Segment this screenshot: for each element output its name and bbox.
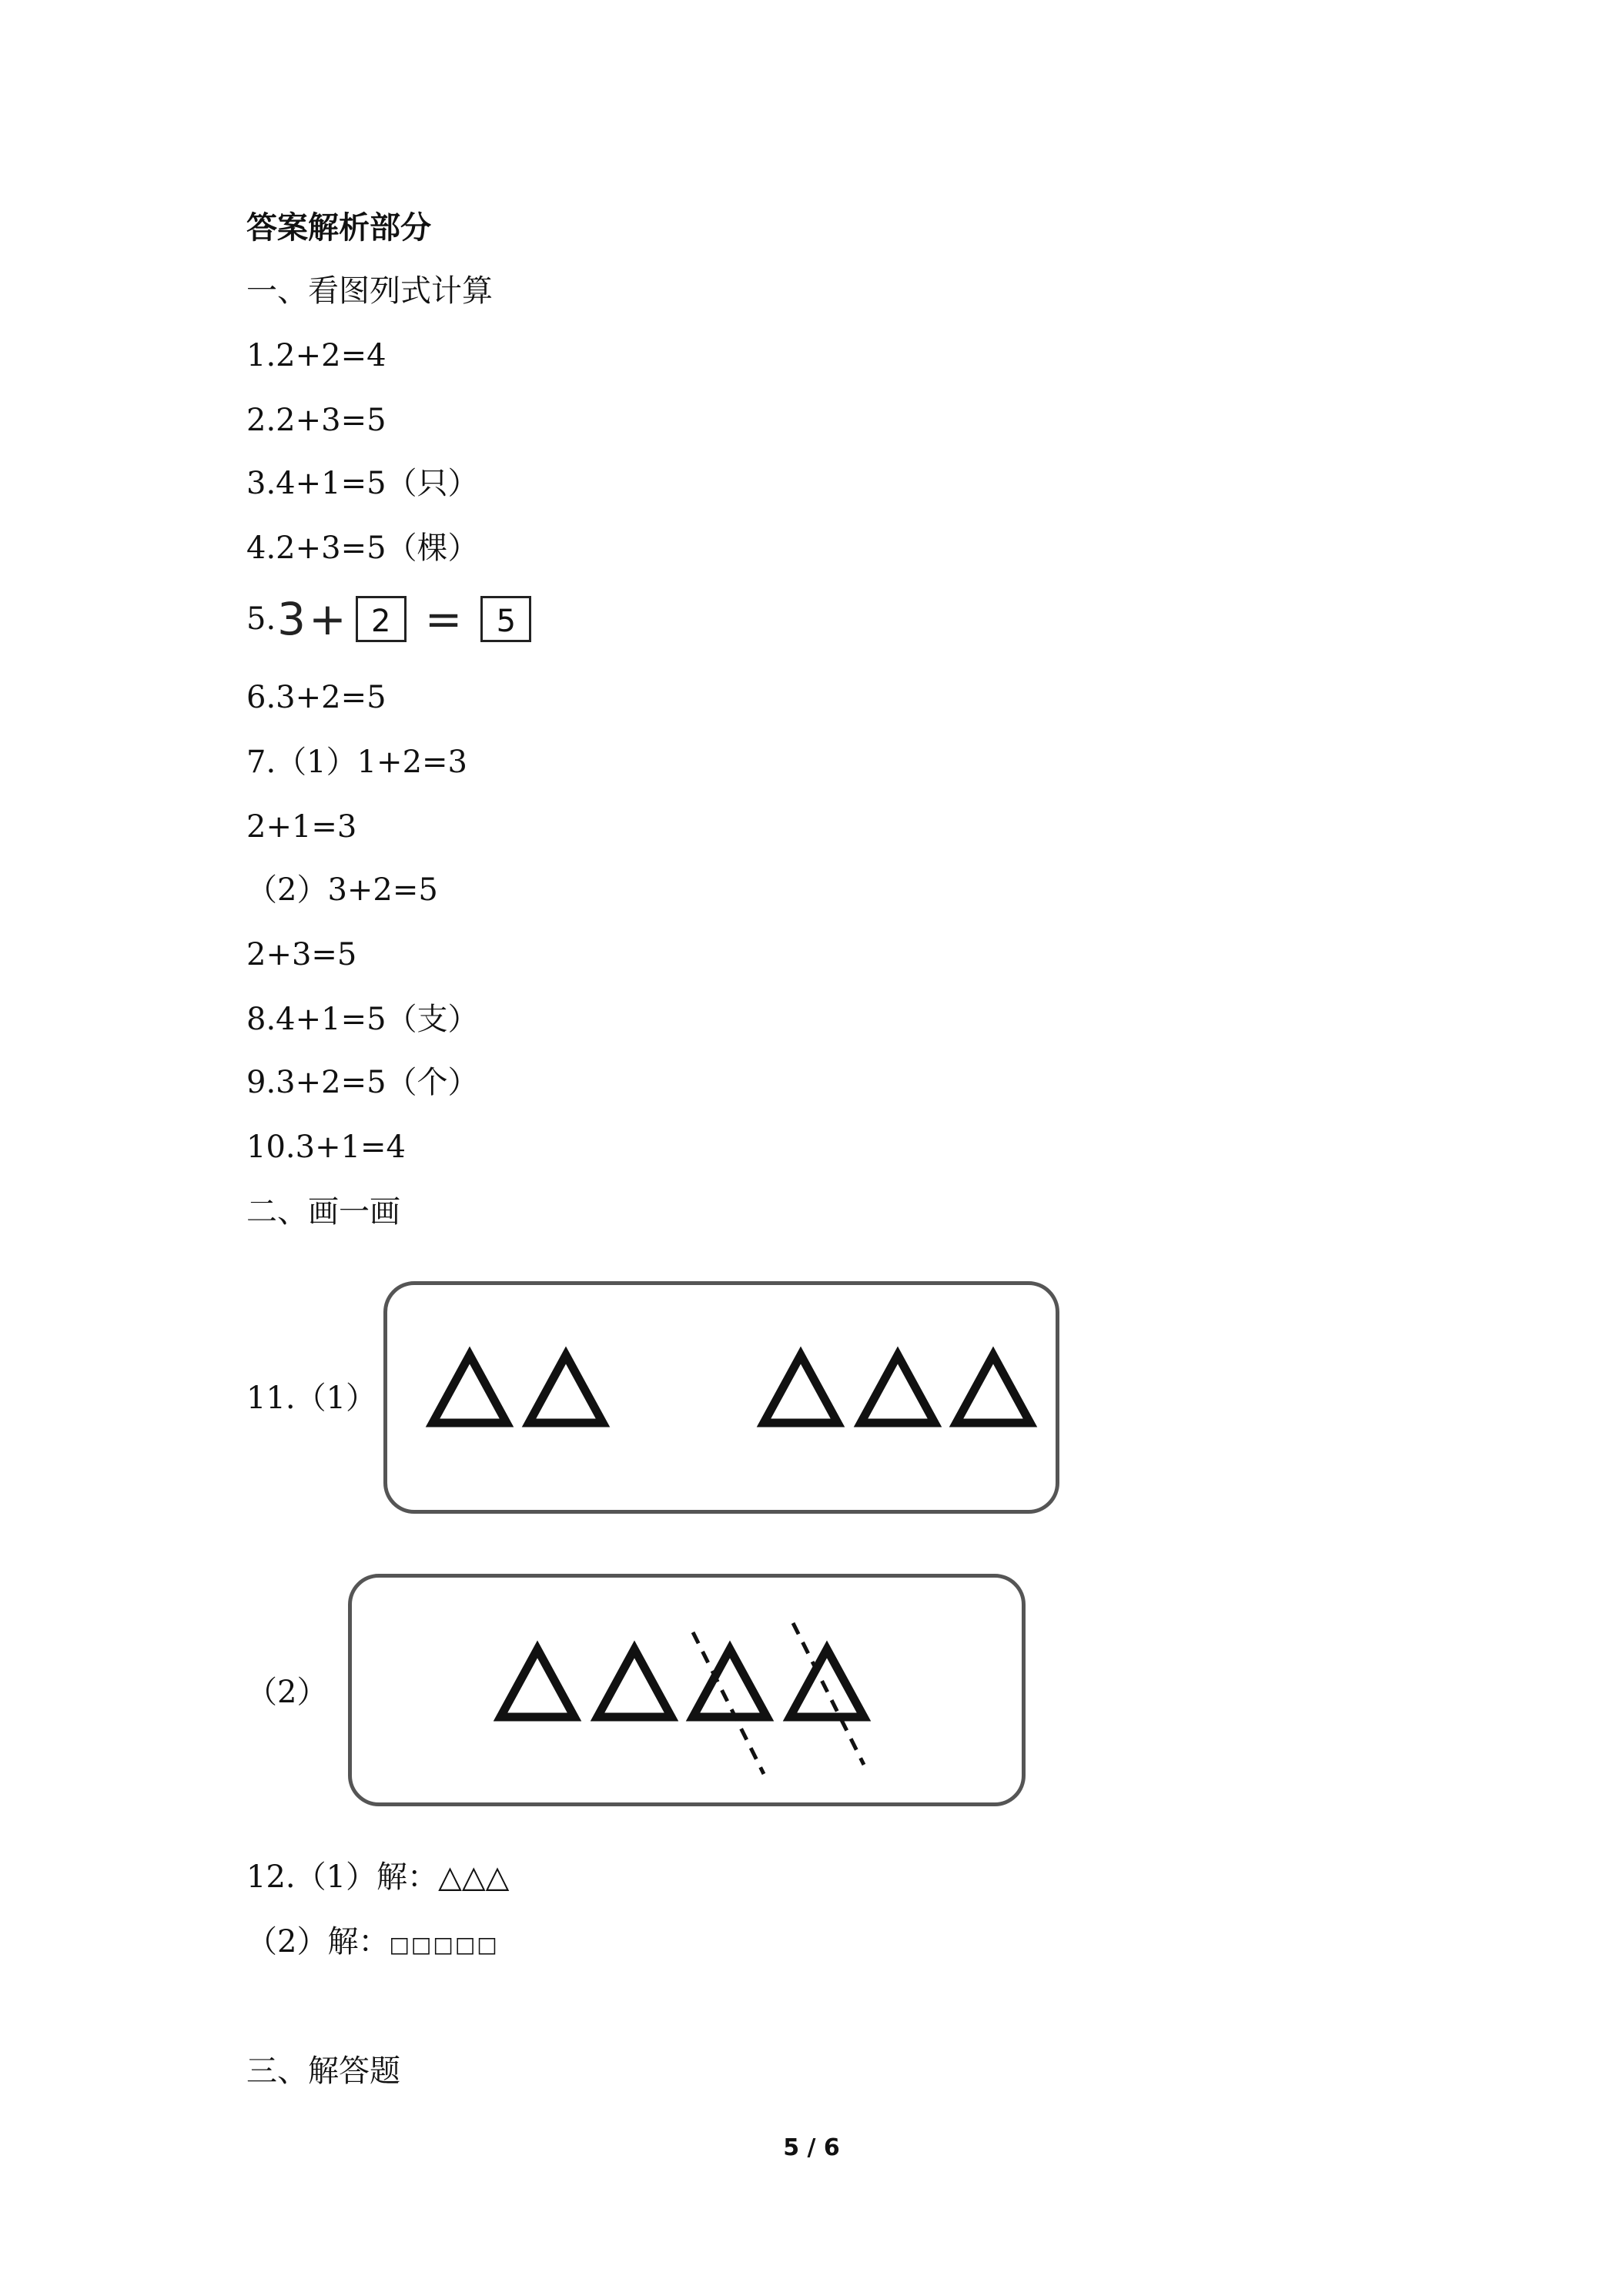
triangle-icon [693, 1649, 767, 1717]
answer-5-plus: + [309, 593, 346, 645]
answer-3: 3.4+1=5（只） [246, 466, 479, 501]
section-1-title: 一、看图列式计算 [246, 273, 493, 309]
answer-7-part-2-alt: 2+3=5 [246, 937, 357, 972]
answer-1: 1.2+2=4 [246, 338, 387, 373]
triangle-icon [790, 1649, 864, 1717]
triangle-icon [861, 1355, 935, 1423]
answer-6: 6.3+2=5 [246, 680, 387, 715]
answer-5-addend: 3 [277, 593, 306, 645]
answer-9: 9.3+2=5（个） [246, 1065, 479, 1100]
answer-5-equation [246, 593, 531, 645]
answer-2: 2.2+3=5 [246, 403, 387, 438]
answer-5-number: 5. [246, 601, 276, 637]
answer-11-part-2-label: （2） [246, 1675, 328, 1710]
answer-7-part-1: 7.（1）1+2=3 [246, 745, 467, 780]
triangle-icon [529, 1355, 603, 1423]
triangle-icon [500, 1649, 574, 1717]
triangle-group-2 [477, 1609, 893, 1794]
answer-12-part-2-prefix: （2）解： [246, 1924, 390, 1960]
answer-10: 10.3+1=4 [246, 1130, 406, 1165]
triangle-icon [764, 1355, 838, 1423]
answer-12-part-2-squares: □□□□□ [389, 1932, 499, 1957]
answer-5-equals: = [424, 593, 463, 645]
triangle-icon [433, 1355, 507, 1423]
section-3-title: 三、解答题 [246, 2053, 400, 2089]
page-number: 5 / 6 [783, 2134, 840, 2161]
answer-5-box-1: 2 [356, 596, 407, 642]
answer-4: 4.2+3=5（棵） [246, 530, 479, 566]
answer-12-part-1 [246, 1857, 509, 1897]
triangle-icon [956, 1355, 1030, 1423]
answer-7-part-1-alt: 2+1=3 [246, 809, 357, 845]
answer-12-part-1-triangles: △△△ [438, 1859, 510, 1895]
triangle-icon [597, 1649, 671, 1717]
section-2-title: 二、画一画 [246, 1194, 400, 1230]
answer-5-box-2: 5 [480, 596, 531, 642]
triangle-group-1 [416, 1340, 1047, 1448]
answer-12-part-1-prefix: 12.（1）解： [246, 1859, 439, 1895]
answer-12-part-2 [246, 1922, 499, 1965]
answer-11-part-1-label: 11.（1） [246, 1381, 377, 1416]
answer-7-part-2: （2）3+2=5 [246, 872, 438, 908]
answer-8: 8.4+1=5（支） [246, 1002, 479, 1037]
answer-heading: 答案解析部分 [246, 210, 431, 246]
